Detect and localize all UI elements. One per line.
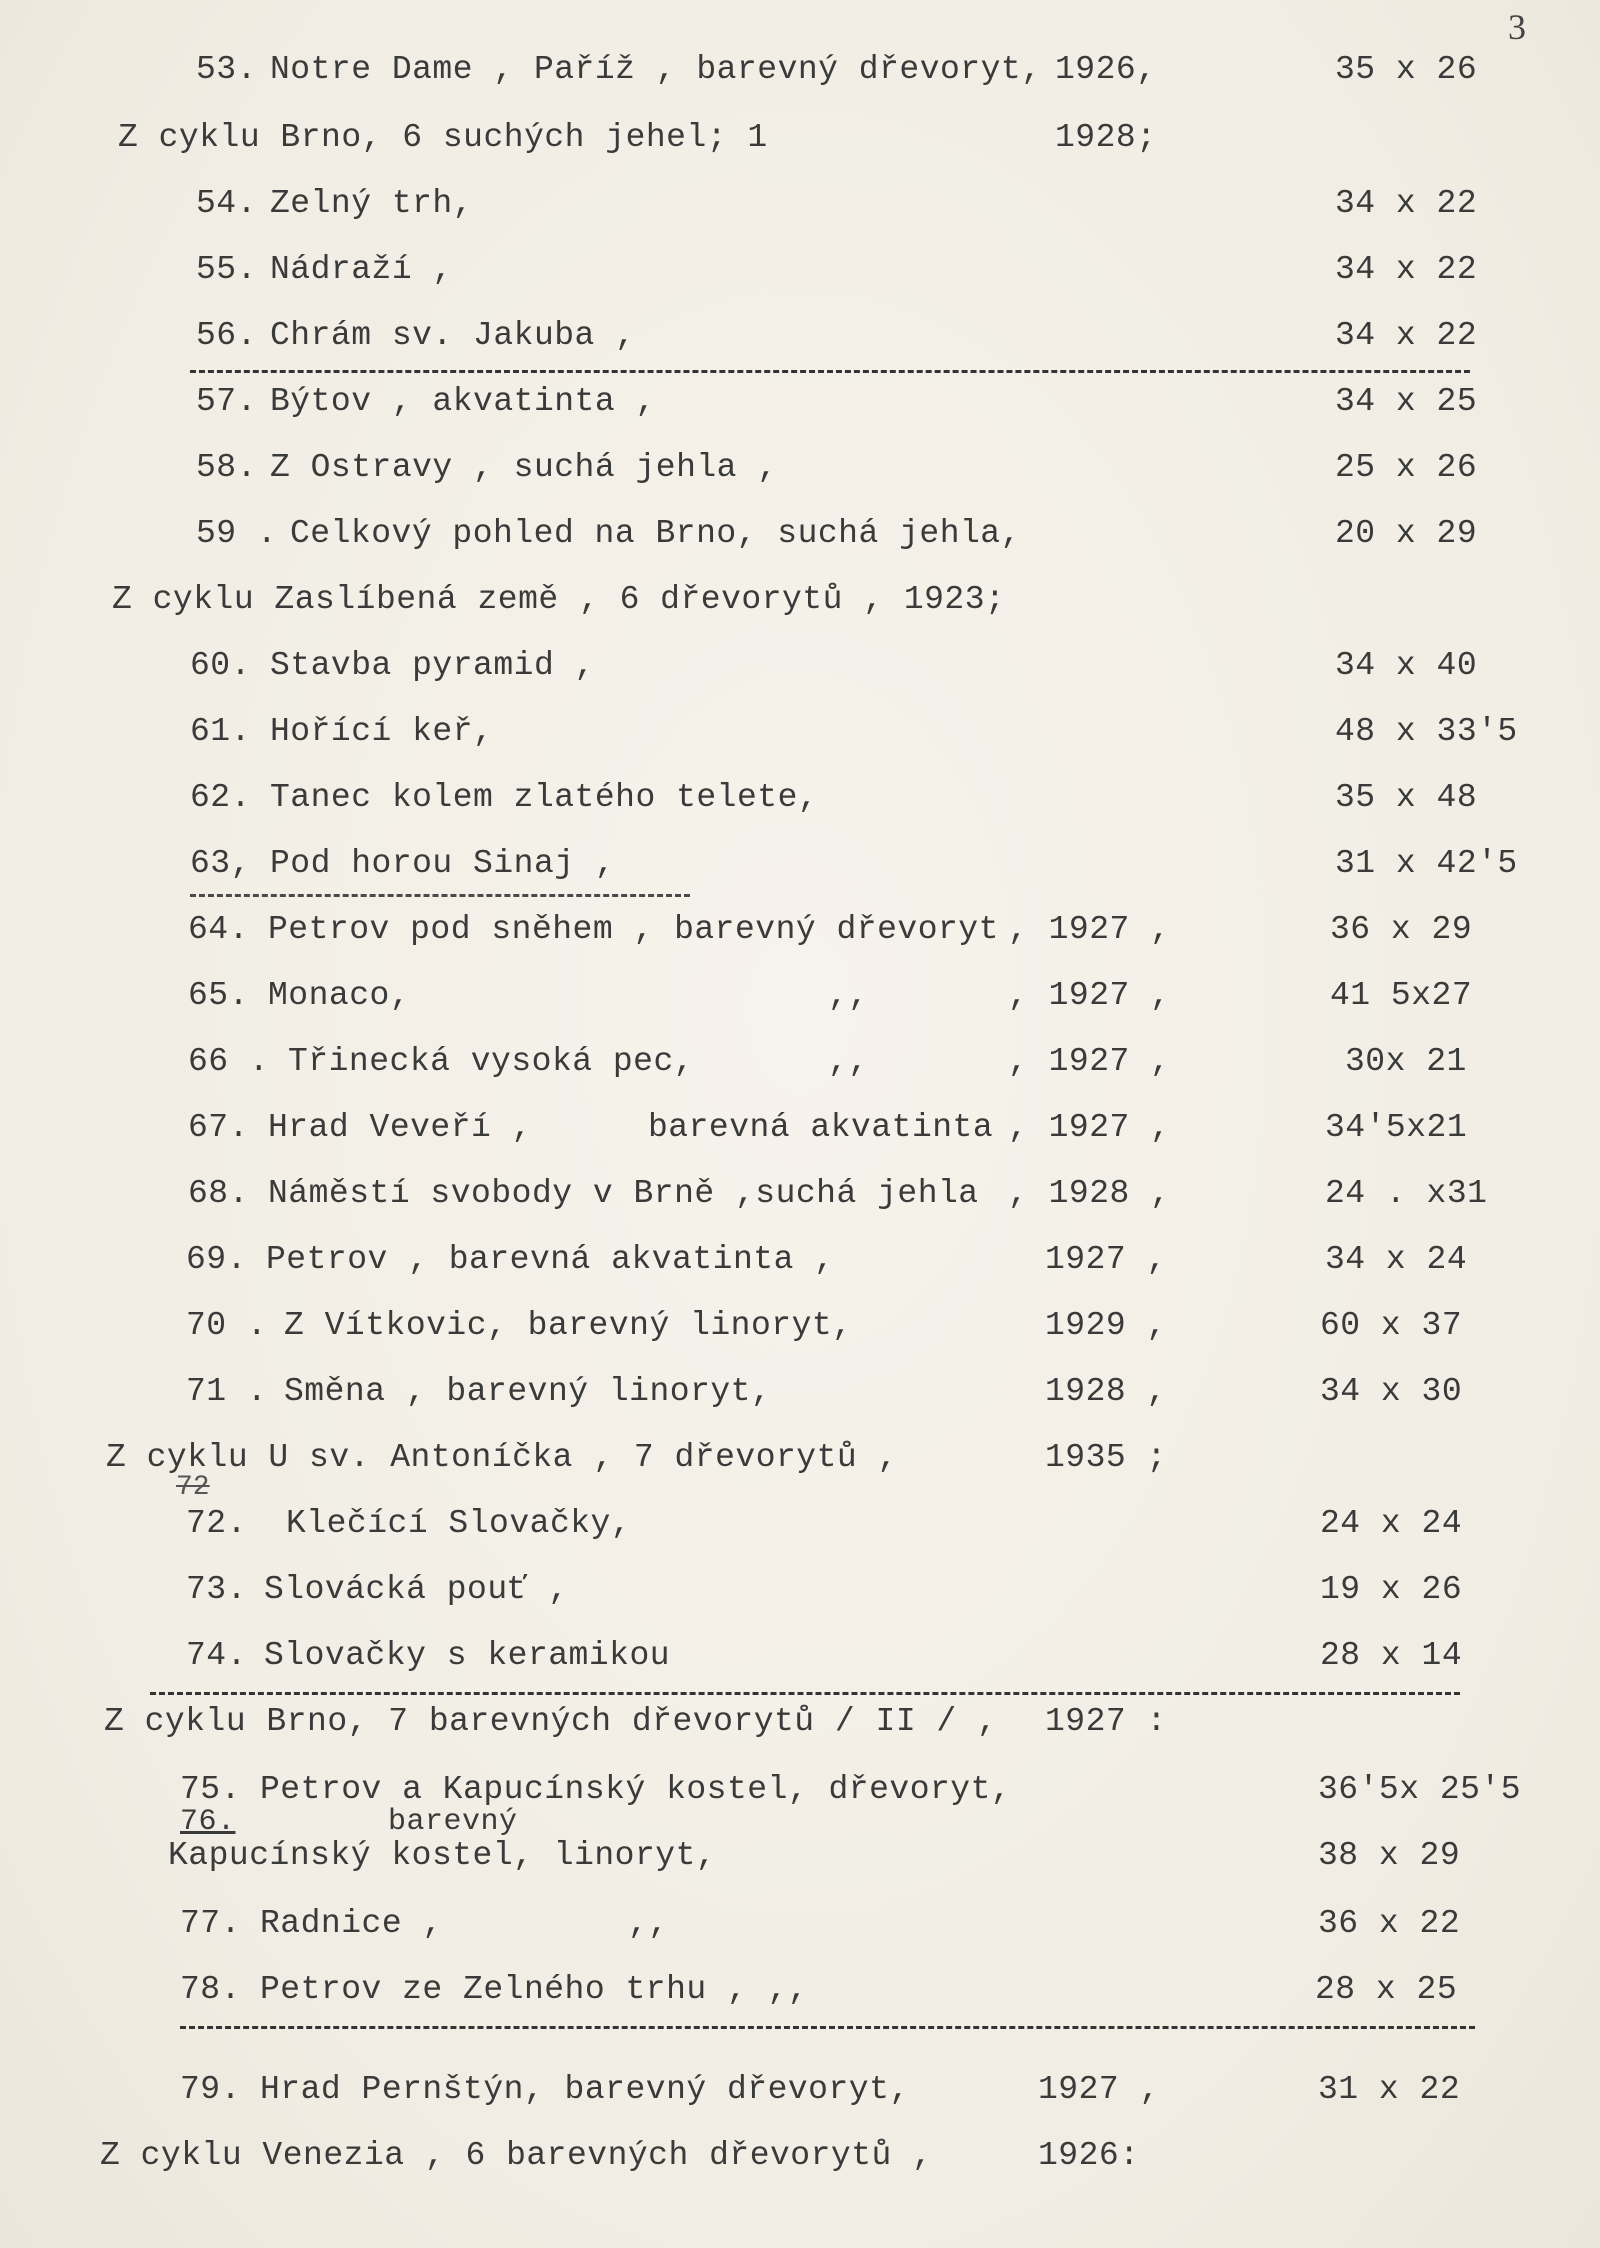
cycle-heading: Z cyklu Brno, 6 suchých jehel; 1 — [118, 119, 768, 156]
entry-number: 68. — [188, 1175, 249, 1212]
section-divider — [150, 1692, 1460, 1695]
entry-number: 58. — [196, 449, 257, 486]
entry-number: 60. — [190, 647, 251, 684]
entry-dimensions: 35 x 26 — [1335, 51, 1478, 88]
entry-dimensions: 20 x 29 — [1335, 515, 1478, 552]
entry-title: Náměstí svobody v Brně ,suchá jehla — [268, 1175, 979, 1212]
entry-dimensions: 38 x 29 — [1318, 1837, 1461, 1874]
entry-title: Slovácká pouť , — [264, 1571, 569, 1608]
underline-rule — [190, 894, 690, 897]
entry-number: 78. — [180, 1971, 241, 2008]
entry-title: Býtov , akvatinta , — [270, 383, 656, 420]
entry-dimensions: 34'5x21 — [1325, 1109, 1468, 1146]
entry-dimensions: 34 x 40 — [1335, 647, 1478, 684]
cycle-heading: Z cyklu U sv. Antoníčka , 7 dřevorytů , — [106, 1439, 898, 1476]
cycle-heading: Z cyklu Zaslíbená země , 6 dřevorytů , 1923; — [112, 581, 1006, 618]
entry-number: 76. — [180, 1805, 236, 1839]
page-number: 3 — [1508, 7, 1526, 47]
entry-dimensions: 60 x 37 — [1320, 1307, 1463, 1344]
entry-dimensions: 24 . x31 — [1325, 1175, 1488, 1212]
entry-year: 1927 , — [1038, 2071, 1160, 2108]
entry-dimensions: 36 x 29 — [1330, 911, 1473, 948]
entry-number: 62. — [190, 779, 251, 816]
entry-title: Hrad Veveří , — [268, 1109, 532, 1146]
entry-title: Petrov a Kapucínský kostel, dřevoryt, — [260, 1771, 1012, 1808]
inserted-word: barevný — [388, 1805, 518, 1839]
entry-title: Monaco, — [268, 977, 411, 1014]
entry-title: Z Ostravy , suchá jehla , — [270, 449, 778, 486]
entry-number: 61. — [190, 713, 251, 750]
entry-year: 1926, — [1055, 51, 1157, 88]
entry-year: 1929 , — [1045, 1307, 1167, 1344]
entry-dimensions: 31 x 42'5 — [1335, 845, 1518, 882]
cycle-year: 1935 ; — [1045, 1439, 1167, 1476]
entry-year: , 1927 , — [1008, 911, 1171, 948]
entry-number: 67. — [188, 1109, 249, 1146]
entry-title: Směna , barevný linoryt, — [284, 1373, 772, 1410]
entry-number: 74. — [186, 1637, 247, 1674]
cycle-heading: Z cyklu Brno, 7 barevných dřevorytů / II / , — [104, 1703, 998, 1740]
entry-title: Radnice , — [260, 1905, 443, 1942]
section-divider — [180, 2026, 1475, 2029]
ditto-mark: ,, — [828, 977, 869, 1014]
entry-title: Stavba pyramid , — [270, 647, 595, 684]
handwritten-note: 72 — [176, 1472, 210, 1503]
entry-title: Klečící Slovačky, — [286, 1505, 632, 1542]
cycle-year: 1926: — [1038, 2137, 1140, 2174]
entry-dimensions: 48 x 33'5 — [1335, 713, 1518, 750]
entry-dimensions: 25 x 26 — [1335, 449, 1478, 486]
entry-title: Tanec kolem zlatého telete, — [270, 779, 819, 816]
cycle-year: 1927 : — [1045, 1703, 1167, 1740]
entry-number: 56. — [196, 317, 257, 354]
entry-dimensions: 35 x 48 — [1335, 779, 1478, 816]
entry-dimensions: 31 x 22 — [1318, 2071, 1461, 2108]
entry-number: 70 . — [186, 1307, 268, 1344]
entry-year: 1928 , — [1045, 1373, 1167, 1410]
entry-dimensions: 19 x 26 — [1320, 1571, 1463, 1608]
entry-title: Třinecká vysoká pec, — [288, 1043, 695, 1080]
entry-year: , 1927 , — [1008, 977, 1171, 1014]
entry-number: 54. — [196, 185, 257, 222]
entry-dimensions: 34 x 24 — [1325, 1241, 1468, 1278]
entry-dimensions: 34 x 30 — [1320, 1373, 1463, 1410]
entry-title: Petrov , barevná akvatinta , — [266, 1241, 835, 1278]
entry-number: 75. — [180, 1771, 241, 1808]
entry-number: 72. — [186, 1505, 247, 1542]
entry-year: , 1928 , — [1008, 1175, 1171, 1212]
entry-number: 55. — [196, 251, 257, 288]
entry-dimensions: 36 x 22 — [1318, 1905, 1461, 1942]
entry-dimensions: 34 x 25 — [1335, 383, 1478, 420]
entry-year: , 1927 , — [1008, 1043, 1171, 1080]
entry-dimensions: 28 x 14 — [1320, 1637, 1463, 1674]
entry-title: Z Vítkovic, barevný linoryt, — [284, 1307, 853, 1344]
entry-title: Petrov ze Zelného trhu , ,, — [260, 1971, 809, 2008]
entry-dimensions: 24 x 24 — [1320, 1505, 1463, 1542]
entry-year: 1927 , — [1045, 1241, 1167, 1278]
entry-dimensions: 41 5x27 — [1330, 977, 1473, 1014]
entry-title: Hrad Pernštýn, barevný dřevoryt, — [260, 2071, 910, 2108]
entry-title: Nádraží , — [270, 251, 453, 288]
entry-dimensions: 30x 21 — [1345, 1043, 1467, 1080]
entry-title: Celkový pohled na Brno, suchá jehla, — [290, 515, 1021, 552]
entry-technique: barevná akvatinta — [648, 1109, 994, 1146]
entry-number: 79. — [180, 2071, 241, 2108]
entry-dimensions: 34 x 22 — [1335, 317, 1478, 354]
entry-number: 66 . — [188, 1043, 270, 1080]
entry-title: Petrov pod sněhem , barevný dřevoryt — [268, 911, 999, 948]
entry-number: 57. — [196, 383, 257, 420]
entry-year: , 1927 , — [1008, 1109, 1171, 1146]
entry-title: Kapucínský kostel, linoryt, — [168, 1837, 717, 1874]
entry-dimensions: 28 x 25 — [1315, 1971, 1458, 2008]
entry-title: Slovačky s keramikou — [264, 1637, 671, 1674]
entry-number: 71 . — [186, 1373, 268, 1410]
entry-number: 77. — [180, 1905, 241, 1942]
entry-number: 53. — [196, 51, 257, 88]
ditto-mark: ,, — [628, 1905, 669, 1942]
section-divider — [190, 370, 1470, 373]
entry-dimensions: 34 x 22 — [1335, 251, 1478, 288]
entry-title: Notre Dame , Paříž , barevný dřevoryt, — [270, 51, 1042, 88]
entry-title: Pod horou Sinaj , — [270, 845, 616, 882]
entry-dimensions: 34 x 22 — [1335, 185, 1478, 222]
entry-dimensions: 36'5x 25'5 — [1318, 1771, 1522, 1808]
entry-number: 59 . — [196, 515, 278, 552]
entry-number: 63, — [190, 845, 251, 882]
entry-title: Zelný trh, — [270, 185, 474, 222]
entry-number: 65. — [188, 977, 249, 1014]
ditto-mark: ,, — [828, 1043, 869, 1080]
entry-number: 64. — [188, 911, 249, 948]
entry-number: 73. — [186, 1571, 247, 1608]
cycle-heading: Z cyklu Venezia , 6 barevných dřevorytů , — [100, 2137, 933, 2174]
entry-number: 69. — [186, 1241, 247, 1278]
entry-title: Hořící keř, — [270, 713, 494, 750]
entry-title: Chrám sv. Jakuba , — [270, 317, 636, 354]
cycle-year: 1928; — [1055, 119, 1157, 156]
